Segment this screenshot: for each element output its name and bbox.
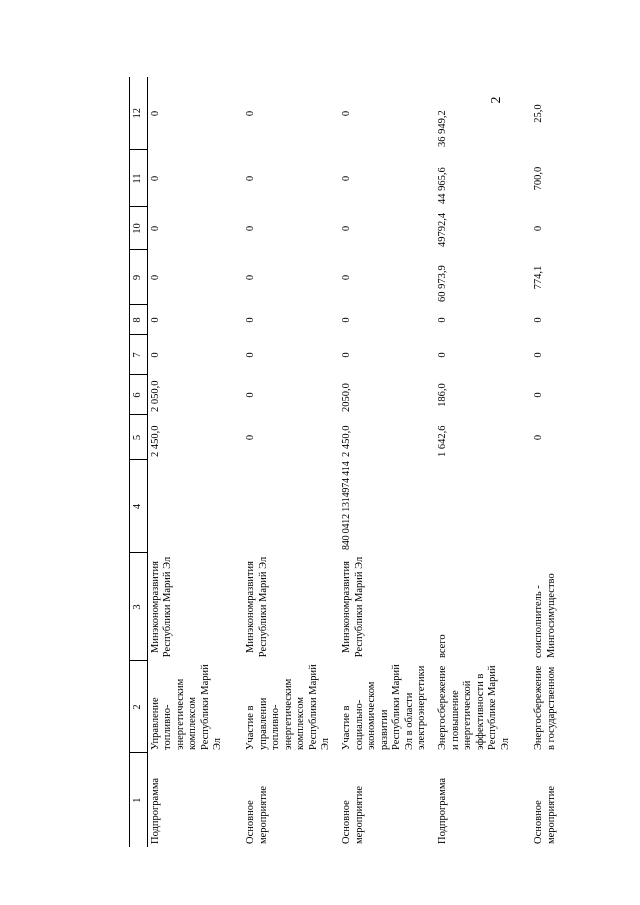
row-value-6: 2 050,0 (149, 380, 161, 412)
header-row (130, 77, 148, 847)
header-cell-10: 10 (130, 207, 148, 250)
row-value-7: 0 (341, 352, 352, 358)
row-value-11: 44 965,6 (437, 167, 448, 204)
row-value-5: 0 (533, 434, 544, 441)
row-executor: Минэкономразвития Республики Марий Эл (245, 556, 269, 658)
row-value-7: 0 (245, 352, 256, 358)
row-executor: Минэкономразвития Республики Марий Эл (149, 556, 173, 658)
row-value-11: 0 (341, 175, 352, 182)
header-cell-4: 4 (130, 460, 148, 553)
row-value-8: 0 (533, 317, 544, 323)
header-cell-3: 3 (130, 553, 148, 661)
row-code (243, 460, 339, 553)
row-status: Основное мероприятие (245, 786, 269, 844)
row-code: 840 0412 1314974 414 (341, 461, 352, 550)
row-value-12: 0 (341, 110, 352, 117)
header-cell-12: 12 (130, 77, 148, 150)
row-value-11: 0 (245, 175, 256, 182)
row-value-9: 60 973,9 (437, 265, 448, 302)
row-value-9: 0 (149, 274, 161, 281)
row-value-12: 36 949,2 (437, 110, 448, 147)
row-value-5: 0 (245, 434, 256, 441)
row-value-7: 0 (149, 352, 161, 358)
table-row (339, 77, 435, 847)
row-status: Подпрограмма (437, 777, 448, 844)
row-status: Основное мероприятие (341, 786, 365, 844)
row-executor: Минэкономразвития Республики Марий Эл (341, 556, 365, 658)
row-value-12: 0 (245, 110, 256, 117)
row-value-5: 2 450,0 (149, 425, 161, 457)
header-cell-8: 8 (130, 305, 148, 335)
row-value-10: 49792,4 (437, 212, 448, 247)
row-value-9: 774,1 (533, 265, 544, 290)
row-value-6: 2050,0 (341, 383, 352, 412)
header-cell-5: 5 (130, 415, 148, 460)
table-row (531, 77, 627, 847)
header-cell-1: 1 (130, 753, 148, 847)
row-status: Подпрограмма (149, 777, 161, 844)
header-cell-9: 9 (130, 250, 148, 305)
row-name: Энергосбережение и повышение энергетической эффективности в Республике Марий Эл (437, 665, 511, 750)
row-value-11: 700,0 (533, 166, 544, 191)
row-value-6: 186,0 (437, 383, 448, 407)
row-value-7: 0 (437, 352, 448, 358)
row-executor: соисполнитель - Мингосимущество (533, 573, 557, 658)
row-code (531, 460, 627, 553)
row-value-10: 0 (149, 225, 161, 232)
row-value-5: 2 450,0 (341, 425, 352, 457)
row-value-8: 0 (437, 317, 448, 323)
row-value-7: 0 (533, 352, 544, 358)
row-value-5: 1 642,6 (437, 425, 448, 457)
row-code (435, 460, 531, 553)
row-name: Энергосбережение в государственном (533, 665, 557, 750)
row-value-10: 0 (533, 225, 544, 232)
row-value-12: 25,0 (533, 104, 544, 123)
row-name: Управление топливно-энергетическим комплексом Республики Марий Эл (149, 664, 223, 750)
row-executor: всего (437, 634, 448, 658)
row-value-9: 0 (341, 274, 352, 281)
row-value-9: 0 (245, 274, 256, 281)
row-value-6: 0 (533, 392, 544, 398)
header-cell-6: 6 (130, 375, 148, 415)
document-rotated-page (129, 77, 584, 847)
row-value-6: 0 (245, 392, 256, 398)
row-value-10: 0 (341, 225, 352, 232)
table-row (435, 77, 531, 847)
row-value-8: 0 (245, 317, 256, 323)
table-row (147, 77, 243, 847)
row-value-12: 0 (149, 110, 161, 117)
row-name: Участие в социально-экономическом развитии Республики Марий Эл в области электроэнергетики (341, 664, 427, 750)
page-number: 2 (489, 96, 504, 104)
row-status: Основное мероприятие (533, 786, 557, 844)
row-name: Участие в управлении топливно-энергетическим комплексом Республики Марий Эл (245, 664, 331, 750)
row-value-8: 0 (341, 317, 352, 323)
row-value-8: 0 (149, 317, 161, 323)
header-cell-7: 7 (130, 335, 148, 375)
program-finance-table (129, 77, 627, 847)
row-value-11: 0 (149, 175, 161, 182)
header-cell-11: 11 (130, 150, 148, 207)
header-cell-2: 2 (130, 661, 148, 753)
table-row (243, 77, 339, 847)
row-value-10: 0 (245, 225, 256, 232)
row-code (147, 460, 243, 553)
